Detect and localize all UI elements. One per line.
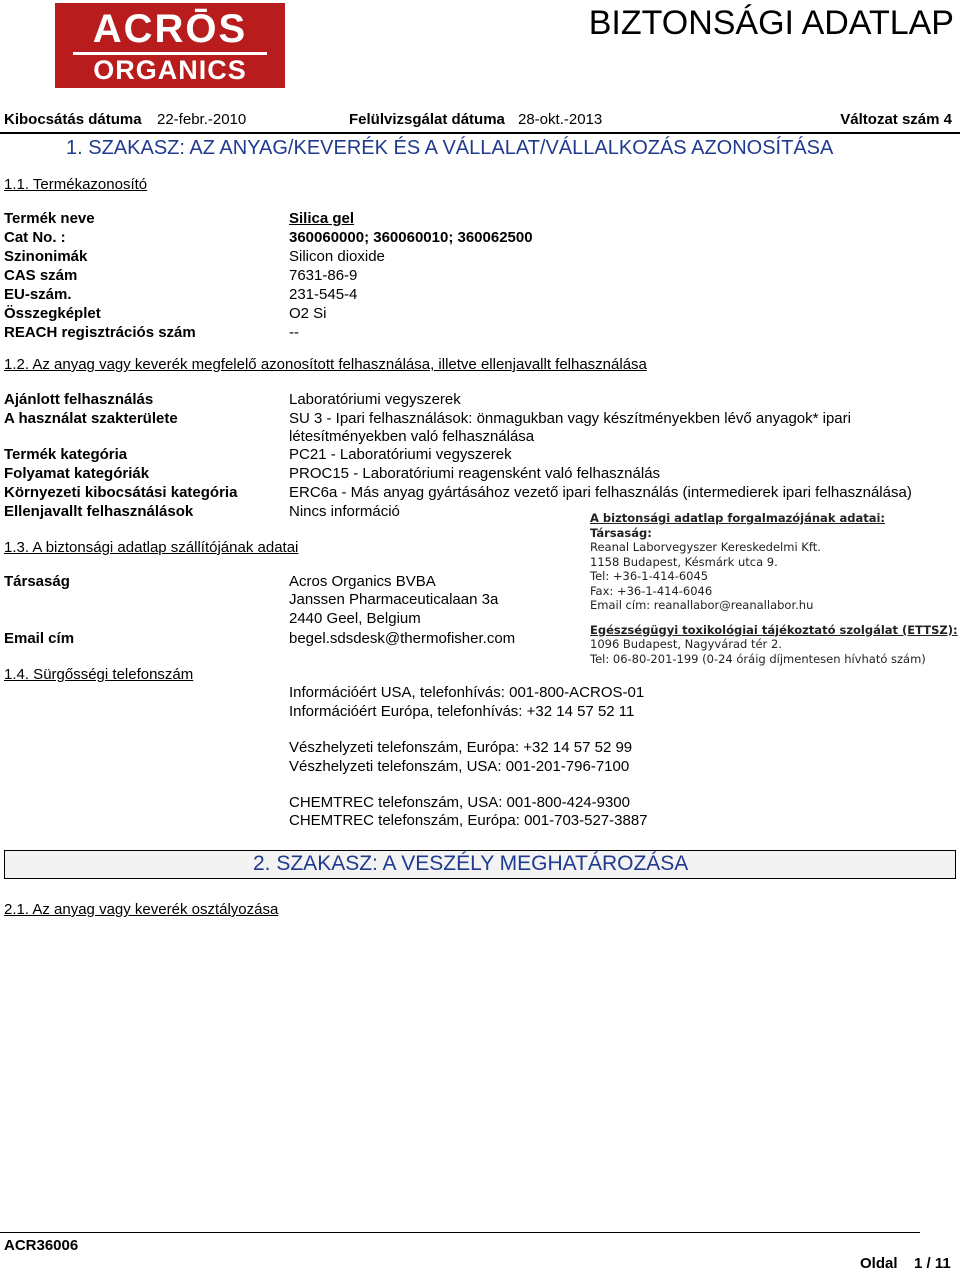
cas-label: CAS szám xyxy=(4,267,78,284)
ettsz-line: Tel: 06-80-201-199 (0-24 óráig díjmentesen hívható szám) xyxy=(590,651,926,666)
section1-title: 1. SZAKASZ: AZ ANYAG/KEVERÉK ÉS A VÁLLALAT/VÁLLALKOZÁS AZONOSÍTÁSA xyxy=(66,137,834,159)
subsection-1-1: 1.1. Termékazonosító xyxy=(4,176,148,193)
subsection-1-4: 1.4. Sürgősségi telefonszám xyxy=(4,666,194,683)
cat-no-label: Cat No. : xyxy=(4,229,66,246)
reach-label: REACH regisztrációs szám xyxy=(4,324,196,341)
section2-header xyxy=(4,850,956,879)
sector-of-use-value: SU 3 - Ipari felhasználások: önmagukban vagy készítményekben lévő anyagok* ipari xyxy=(289,410,851,427)
process-category-label: Folyamat kategóriák xyxy=(4,465,150,482)
phone-line: CHEMTREC telefonszám, USA: 001-800-424-9300 xyxy=(289,794,630,811)
recommended-use-value: Laboratóriumi vegyszerek xyxy=(289,391,461,408)
product-name-value: Silica gel xyxy=(289,210,355,227)
page-label: Oldal xyxy=(860,1255,898,1272)
review-date: 28-okt.-2013 xyxy=(518,111,603,128)
phone-line: Vészhelyzeti telefonszám, USA: 001-201-796-7100 xyxy=(289,758,630,775)
sector-of-use-value-cont: létesítményekben való felhasználása xyxy=(289,428,535,445)
phone-line: Információért USA, telefonhívás: 001-800-ACROS-01 xyxy=(289,684,645,701)
distributor-company-heading: Társaság: xyxy=(590,525,652,540)
version-number: Változat szám 4 xyxy=(840,111,952,128)
subsection-1-2: 1.2. Az anyag vagy keverék megfelelő azonosított felhasználása, illetve ellenjavallt felhasználása xyxy=(4,356,647,373)
uses-advised-against-label: Ellenjavallt felhasználások xyxy=(4,503,194,520)
environmental-release-value: ERC6a - Más anyag gyártásához vezető ipari felhasználás (intermedierek ipari felhasználása) xyxy=(289,484,912,501)
company-label: Társaság xyxy=(4,573,70,590)
distributor-heading: A biztonsági adatlap forgalmazójának adatai: xyxy=(590,511,886,525)
formula-label: Összegképlet xyxy=(4,305,101,322)
section1-header xyxy=(0,132,960,164)
environmental-release-label: Környezeti kibocsátási kategória xyxy=(4,484,238,501)
phone-line: Vészhelyzeti telefonszám, Európa: +32 14 57 52 99 xyxy=(289,739,633,756)
review-date-label: Felülvizsgálat dátuma xyxy=(349,111,505,128)
formula-value: O2 Si xyxy=(289,305,327,322)
cas-value: 7631-86-9 xyxy=(289,267,358,284)
issue-date-label: Kibocsátás dátuma xyxy=(4,111,142,128)
product-category-label: Termék kategória xyxy=(4,446,128,463)
distributor-line: Reanal Laborvegyszer Kereskedelmi Kft. xyxy=(590,540,821,554)
logo-line1: ACRŌS xyxy=(92,7,248,51)
company-line: 2440 Geel, Belgium xyxy=(289,610,421,627)
distributor-stamp xyxy=(590,511,958,673)
synonyms-value: Silicon dioxide xyxy=(289,248,385,265)
phone-line: Információért Európa, telefonhívás: +32 14 57 52 11 xyxy=(289,703,635,720)
email-value: begel.sdsdesk@thermofisher.com xyxy=(289,630,516,647)
section2-title: 2. SZAKASZ: A VESZÉLY MEGHATÁROZÁSA xyxy=(253,852,689,875)
uses-advised-against-value: Nincs információ xyxy=(289,503,400,520)
footer-divider xyxy=(0,1232,920,1233)
email-label: Email cím xyxy=(4,630,75,647)
reach-value: -- xyxy=(289,324,299,341)
company-line: Janssen Pharmaceuticalaan 3a xyxy=(289,591,499,608)
distributor-line: Tel: +36-1-414-6045 xyxy=(590,569,709,583)
subsection-1-3: 1.3. A biztonsági adatlap szállítójának adatai xyxy=(4,539,299,556)
acros-organics-logo xyxy=(55,3,285,88)
product-category-value: PC21 - Laboratóriumi vegyszerek xyxy=(289,446,512,463)
document-code: ACR36006 xyxy=(4,1237,79,1254)
phone-line: CHEMTREC telefonszám, Európa: 001-703-527-3887 xyxy=(289,812,648,829)
eu-number-label: EU-szám. xyxy=(4,286,72,303)
synonyms-label: Szinonimák xyxy=(4,248,88,265)
sector-of-use-label: A használat szakterülete xyxy=(4,410,178,427)
subsection-2-1: 2.1. Az anyag vagy keverék osztályozása xyxy=(4,901,279,918)
company-line: Acros Organics BVBA xyxy=(289,573,436,590)
issue-date: 22-febr.-2010 xyxy=(157,111,247,128)
distributor-line: 1158 Budapest, Késmárk utca 9. xyxy=(590,554,778,569)
ettsz-line: 1096 Budapest, Nagyvárad tér 2. xyxy=(590,637,782,651)
distributor-line: Email cím: reanallabor@reanallabor.hu xyxy=(590,598,814,612)
cat-no-value: 360060000; 360060010; 360062500 xyxy=(289,229,533,246)
document-title: BIZTONSÁGI ADATLAP xyxy=(588,4,954,42)
distributor-line: Fax: +36-1-414-6046 xyxy=(590,583,713,598)
page-number: 1 / 11 xyxy=(914,1255,951,1272)
process-category-value: PROC15 - Laboratóriumi reagensként való felhasználás xyxy=(289,465,661,482)
recommended-use-label: Ajánlott felhasználás xyxy=(4,391,154,408)
eu-number-value: 231-545-4 xyxy=(289,286,358,303)
product-name-label: Termék neve xyxy=(4,210,95,227)
ettsz-heading: Egészségügyi toxikológiai tájékoztató szolgálat (ETTSZ): xyxy=(590,622,958,637)
logo-line2: ORGANICS xyxy=(93,55,247,85)
